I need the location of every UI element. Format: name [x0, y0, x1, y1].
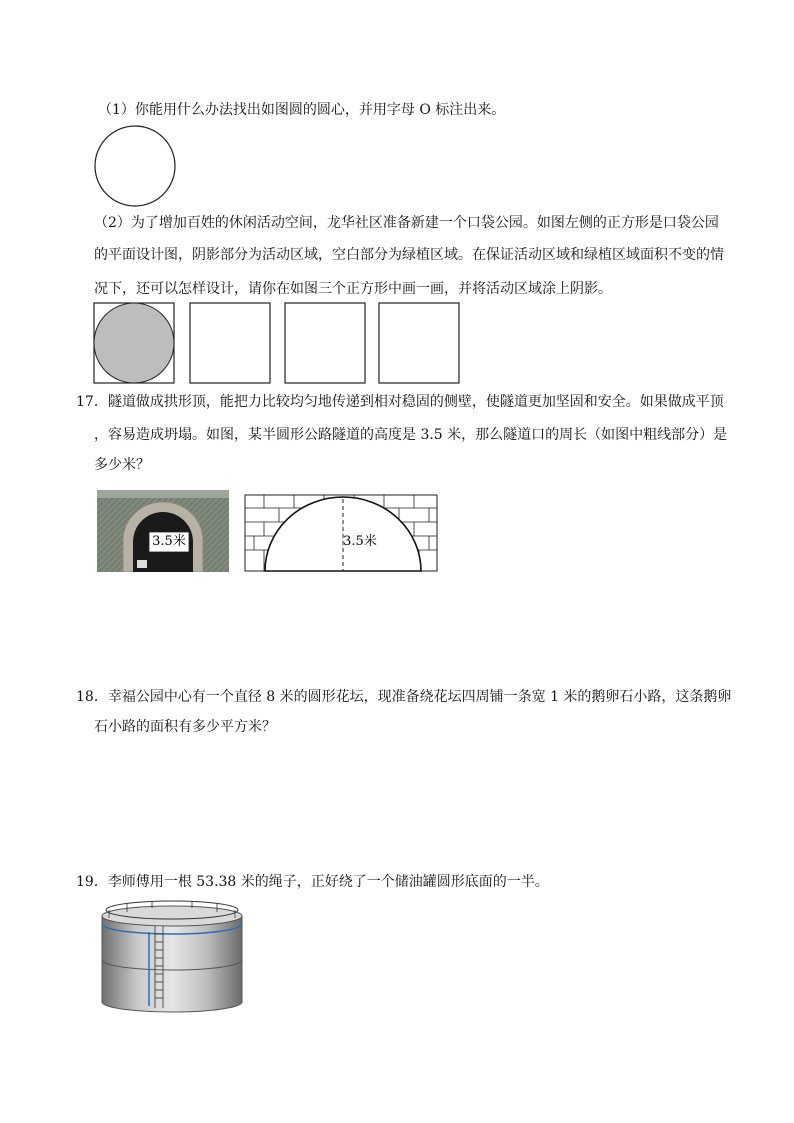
photo-height-label: 3.5米 — [152, 534, 186, 549]
blank-square-2[interactable] — [284, 302, 368, 386]
blank-square-1[interactable] — [189, 302, 273, 386]
diagram-height-label: 3.5米 — [343, 534, 377, 549]
oil-tank-image — [97, 898, 247, 1016]
blank-square-3[interactable] — [378, 302, 462, 386]
park-design-shaded-square — [93, 302, 179, 386]
q17-line3: 多少米？ — [94, 457, 150, 473]
q18-line1: 18．幸福公园中心有一个直径 8 米的圆形花坛，现准备绕花坛四周铺一条宽 1 米的鹅卵石小路，这条鹅卵 — [76, 689, 732, 705]
q18-line2: 石小路的面积有多少平方米？ — [94, 719, 276, 735]
q17-line1: 17．隧道做成拱形顶，能把力比较均匀地传递到相对稳固的侧壁，使隧道更加坚固和安全。如果做成平顶 — [76, 394, 724, 410]
blank-circle-figure — [93, 124, 179, 210]
tunnel-photo — [97, 490, 229, 572]
part2-line1: （2）为了增加百姓的休闲活动空间，龙华社区准备新建一个口袋公园。如图左侧的正方形是口袋公园 — [94, 215, 719, 231]
part2-line2: 的平面设计图，阴影部分为活动区域，空白部分为绿植区域。在保证活动区域和绿植区域面积不变的情 — [94, 247, 724, 263]
part2-line3: 况下，还可以怎样设计，请你在如图三个正方形中画一画，并将活动区域涂上阴影。 — [94, 281, 612, 297]
tunnel-diagram — [244, 494, 440, 574]
part1-text: （1）你能用什么办法找出如图圆的圆心，并用字母 O 标注出来。 — [98, 102, 506, 118]
q17-line2: ，容易造成坍塌。如图，某半圆形公路隧道的高度是 3.5 米，那么隧道口的周长（如图中粗线部分）是 — [94, 427, 728, 443]
q19-line1: 19．李师傅用一根 53.38 米的绳子，正好绕了一个储油罐圆形底面的一半。 — [76, 874, 549, 890]
